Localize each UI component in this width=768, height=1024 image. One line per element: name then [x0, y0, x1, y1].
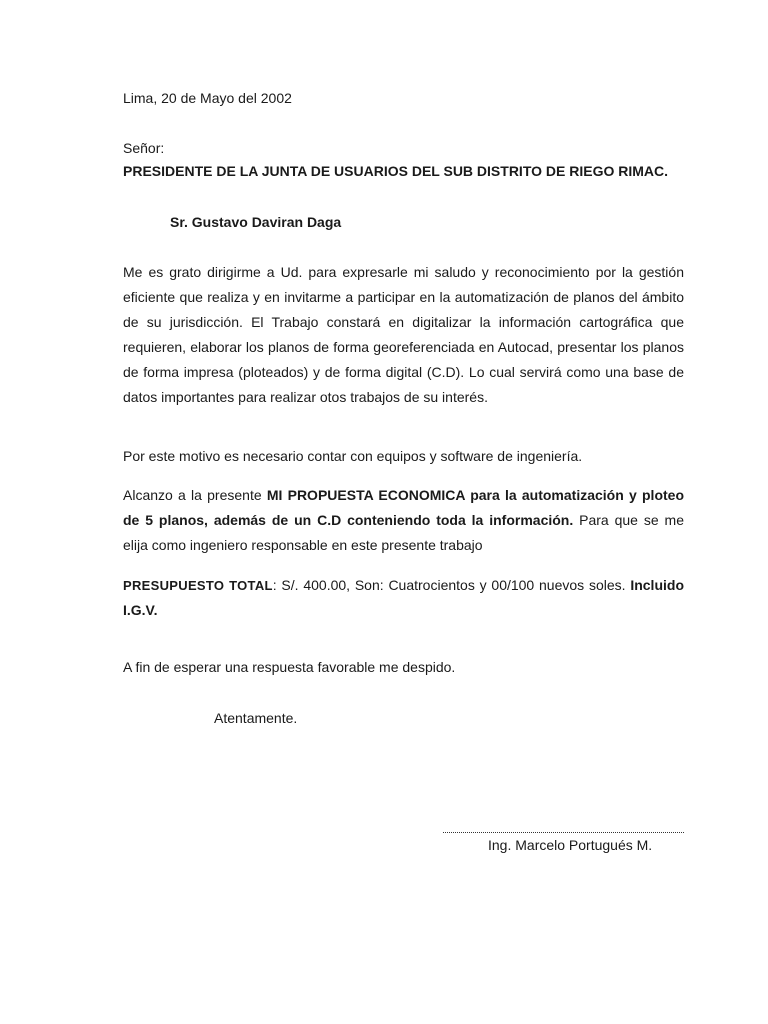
date-line: Lima, 20 de Mayo del 2002 — [123, 90, 292, 106]
recipient-title: PRESIDENTE DE LA JUNTA DE USUARIOS DEL SUB DISTRITO DE RIEGO RIMAC. — [123, 163, 669, 179]
budget-value: : S/. 400.00, Son: Cuatrocientos y 00/100 nuevos soles. — [272, 577, 631, 593]
proposal-paragraph — [123, 483, 684, 558]
body-paragraph-2: Por este motivo es necesario contar con equipos y software de ingeniería. — [123, 448, 583, 464]
closing-line: A fin de esperar una respuesta favorable me despido. — [123, 659, 456, 675]
budget-tax: Incluido I.G.V. — [123, 577, 684, 618]
proposal-tail: Para que se me elija como ingeniero responsable en este presente trabajo — [123, 512, 684, 553]
budget-label: PRESUPUESTO TOTAL — [123, 578, 273, 593]
budget-paragraph — [123, 573, 684, 623]
proposal-intro: Alcanzo a la presente — [123, 487, 267, 503]
signature-name: Ing. Marcelo Portugués M. — [488, 837, 653, 853]
signature-line — [443, 812, 684, 833]
regards: Atentamente. — [214, 710, 298, 726]
salutation: Señor: — [123, 140, 165, 156]
recipient-name: Sr. Gustavo Daviran Daga — [170, 214, 342, 230]
body-paragraph-1: Me es grato dirigirme a Ud. para expresarle mi saludo y reconocimiento por la gestión eficiente que realiza y en invitarme a participar en la automatización de planos del ámbito de su jurisdicción. El Trabajo constará en digitalizar la información cartográfica que requieren, elaborar los planos de forma georeferenciada en Autocad, presentar los planos de forma impresa (ploteados) y de forma digital (C.D). Lo cual servirá como una base de datos importantes para realizar otos trabajos de su interés. — [123, 264, 684, 405]
proposal-bold: MI PROPUESTA ECONOMICA para la automatización y ploteo de 5 planos, además de un C.D conteniendo toda la información. — [123, 487, 684, 528]
